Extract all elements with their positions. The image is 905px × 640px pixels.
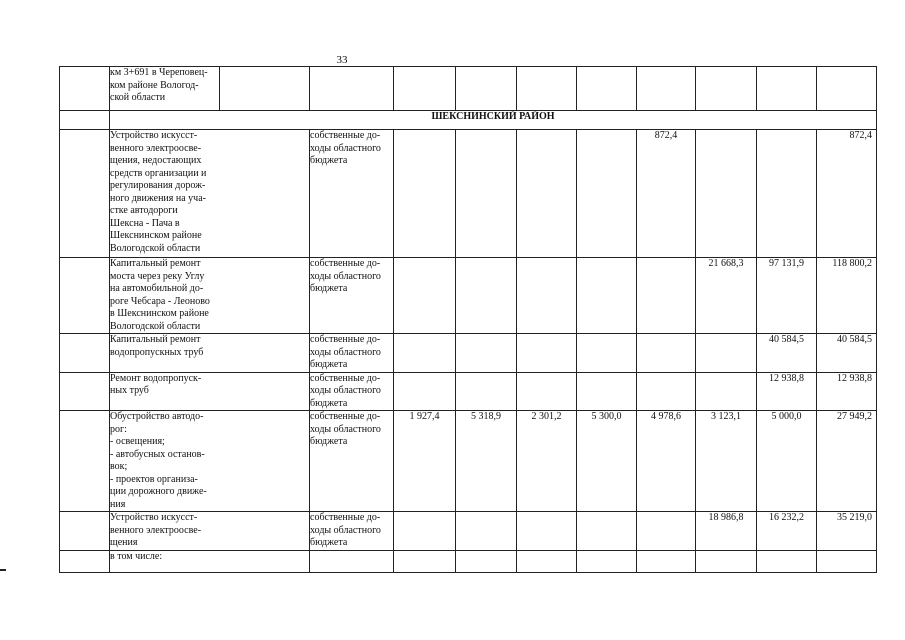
value-cell — [394, 130, 456, 258]
value-cell: 18 986,8 — [696, 512, 757, 551]
value-cell — [517, 130, 577, 258]
value-cell — [757, 550, 817, 572]
value-cell — [696, 67, 757, 111]
index-cell — [60, 411, 110, 512]
index-cell — [60, 334, 110, 373]
value-cell: 16 232,2 — [757, 512, 817, 551]
value-cell — [696, 130, 757, 258]
section-title: ШЕКСНИНСКИЙ РАЙОН — [110, 111, 877, 130]
funding-source-cell: собственные до- ходы областного бюджета — [310, 411, 394, 512]
funding-source-cell: собственные до- ходы областного бюджета — [310, 372, 394, 411]
value-cell — [456, 67, 517, 111]
page-number: 33 — [336, 54, 348, 66]
index-cell — [60, 372, 110, 411]
value-cell: 21 668,3 — [696, 258, 757, 334]
measure-name-cell: Обустройство автодо- рог: - освещения; - автобусных останов- вок; - проектов организа- ции дорожного движе- ния — [110, 411, 310, 512]
scan-edge-mark — [0, 569, 6, 571]
value-cell — [394, 258, 456, 334]
value-cell: 872,4 — [637, 130, 696, 258]
value-cell — [456, 334, 517, 373]
total-cell: 118 800,2 — [817, 258, 877, 334]
value-cell — [577, 334, 637, 373]
index-cell — [60, 111, 110, 130]
value-cell — [637, 550, 696, 572]
value-cell: 5 318,9 — [456, 411, 517, 512]
measure-name-cell: Капитальный ремонт водопропускных труб — [110, 334, 310, 373]
value-cell — [637, 258, 696, 334]
table-row — [60, 67, 877, 111]
empty-cell — [220, 67, 310, 111]
value-cell — [394, 550, 456, 572]
total-cell: 12 938,8 — [817, 372, 877, 411]
value-cell — [456, 258, 517, 334]
value-cell: 2 301,2 — [517, 411, 577, 512]
measure-name-cell: Капитальный ремонт моста через реку Углу на автомобильной до- роге Чебсара - Леоново в Шекснинском районе Вологодской области — [110, 258, 310, 334]
measure-name-cell: в том числе: — [110, 550, 310, 572]
value-cell — [517, 67, 577, 111]
index-cell — [60, 258, 110, 334]
total-cell: 872,4 — [817, 130, 877, 258]
funding-source-cell — [310, 67, 394, 111]
value-cell: 97 131,9 — [757, 258, 817, 334]
table-row — [60, 512, 877, 551]
funding-source-cell: собственные до- ходы областного бюджета — [310, 130, 394, 258]
measure-name-cell: км 3+691 в Череповец- ком районе Вологод- ской области — [110, 67, 220, 111]
value-cell — [757, 67, 817, 111]
value-cell — [394, 512, 456, 551]
value-cell — [517, 258, 577, 334]
value-cell — [577, 550, 637, 572]
total-cell: 40 584,5 — [817, 334, 877, 373]
value-cell — [577, 258, 637, 334]
value-cell — [456, 130, 517, 258]
value-cell — [394, 372, 456, 411]
value-cell — [517, 512, 577, 551]
value-cell — [637, 512, 696, 551]
value-cell — [577, 130, 637, 258]
value-cell — [517, 334, 577, 373]
value-cell — [456, 512, 517, 551]
table-row — [60, 334, 877, 373]
measure-name-cell: Ремонт водопропуск- ных труб — [110, 372, 310, 411]
value-cell: 5 000,0 — [757, 411, 817, 512]
budget-table — [59, 66, 877, 573]
index-cell — [60, 512, 110, 551]
measure-name-cell: Устройство искусст- венного электроосве- щения, недостающих средств организации и регулирования дорож- ного движения на уча- стке автодороги Шексна - Пача в Шекснинском районе Вологодской области — [110, 130, 310, 258]
value-cell — [456, 372, 517, 411]
total-cell — [817, 550, 877, 572]
table-row — [60, 411, 877, 512]
value-cell — [517, 550, 577, 572]
total-cell: 27 949,2 — [817, 411, 877, 512]
value-cell: 1 927,4 — [394, 411, 456, 512]
value-cell — [696, 550, 757, 572]
funding-source-cell: собственные до- ходы областного бюджета — [310, 512, 394, 551]
section-row — [60, 111, 877, 130]
index-cell — [60, 550, 110, 572]
value-cell: 5 300,0 — [577, 411, 637, 512]
table-row — [60, 550, 877, 572]
total-cell — [817, 67, 877, 111]
value-cell — [637, 372, 696, 411]
value-cell — [394, 334, 456, 373]
value-cell — [456, 550, 517, 572]
index-cell — [60, 67, 110, 111]
table-row — [60, 372, 877, 411]
table-body — [60, 67, 877, 573]
total-cell: 35 219,0 — [817, 512, 877, 551]
value-cell — [637, 334, 696, 373]
value-cell: 4 978,6 — [637, 411, 696, 512]
table-row — [60, 130, 877, 258]
value-cell — [757, 130, 817, 258]
measure-name-cell: Устройство искусст- венного электроосве- щения — [110, 512, 310, 551]
value-cell — [577, 372, 637, 411]
value-cell — [517, 372, 577, 411]
index-cell — [60, 130, 110, 258]
funding-source-cell: собственные до- ходы областного бюджета — [310, 334, 394, 373]
value-cell — [577, 512, 637, 551]
value-cell — [696, 372, 757, 411]
value-cell: 40 584,5 — [757, 334, 817, 373]
value-cell — [394, 67, 456, 111]
value-cell — [637, 67, 696, 111]
funding-source-cell: собственные до- ходы областного бюджета — [310, 258, 394, 334]
funding-source-cell — [310, 550, 394, 572]
value-cell: 3 123,1 — [696, 411, 757, 512]
value-cell — [577, 67, 637, 111]
table-row — [60, 258, 877, 334]
value-cell — [696, 334, 757, 373]
value-cell: 12 938,8 — [757, 372, 817, 411]
